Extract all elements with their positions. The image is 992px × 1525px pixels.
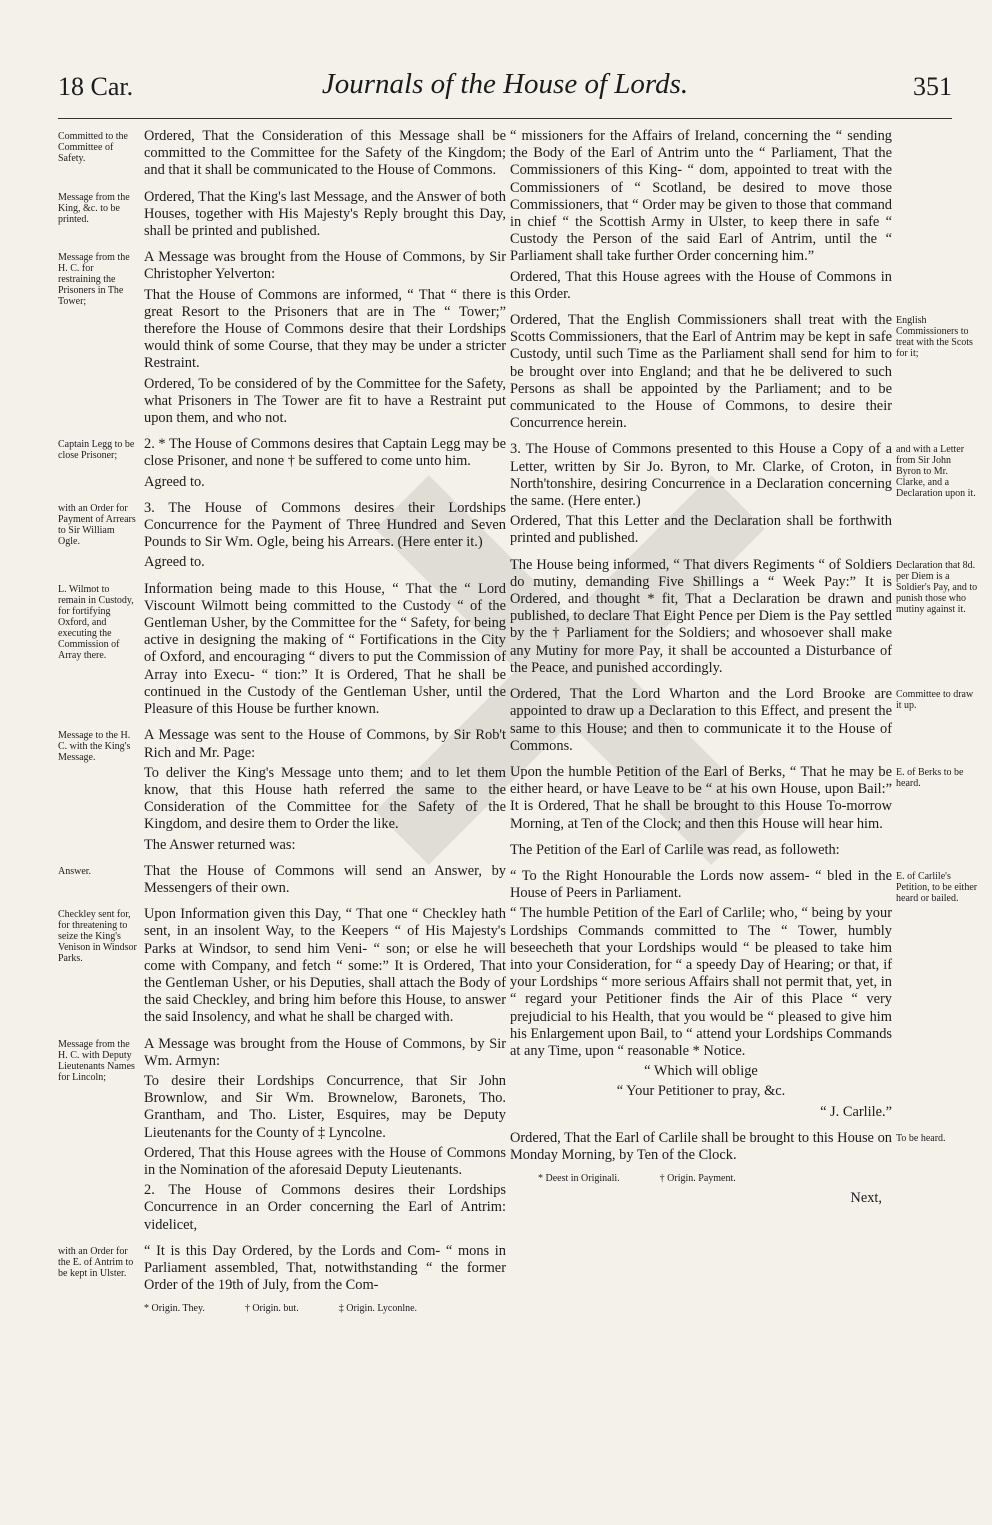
journal-entry [58, 189, 506, 241]
side-note: Captain Legg to be close Prisoner; [58, 439, 135, 462]
journal-entry [510, 1129, 946, 1164]
footnotes [144, 1303, 506, 1314]
entry-paragraph: “ J. Carlile.” [820, 1103, 892, 1120]
page-number: 351 [913, 72, 952, 101]
header-rule [58, 118, 952, 119]
journal-entry [510, 441, 976, 547]
entry-paragraph: To deliver the King's Message unto them; and to let them know, that this House hath referred the same to the Consideration of the Committee for the Safety of the Kingdom, and desire them to Order the like. [144, 764, 506, 833]
footnote: † Origin. but. [244, 1303, 299, 1315]
side-note: Checkley sent for, for threatening to seize the King's Venison in Windsor Parks. [58, 909, 137, 965]
journal-entry [510, 556, 978, 677]
journal-entry [58, 581, 506, 719]
side-note: Committee to draw it up. [896, 689, 974, 712]
entry-paragraph: Ordered, That the Earl of Carlile shall be brought to this House on Monday Morning, by Ten of the Clock. [510, 1129, 892, 1163]
entry-paragraph: Upon the humble Petition of the Earl of Berks, “ That he may be either heard, or have Leave to be “ at his own House, upon Bail:” It is Ordered, That he shall be brought to this House To-morrow Morning, at Ten of the Clock; and then this House will hear him. [510, 763, 892, 832]
right-column [510, 128, 978, 1207]
entry-paragraph: That the House of Commons will send an Answer, by Messengers of their own. [144, 862, 506, 896]
entry-paragraph: 3. The House of Commons presented to this House a Copy of a Letter, written by Sir Jo. Byron, to Mr. Clarke, of Croton, in North'tonshire, desiring Concurrence in a Declaration concerning the same. (Here enter.) [510, 441, 892, 510]
entry-paragraph: Ordered, That this Letter and the Declaration shall be forthwith printed and published. [510, 513, 892, 547]
entry-paragraph: Ordered, That the Lord Wharton and the Lord Brooke are appointed to draw up a Declaration to this Effect, and present the same to this House; and then to communicate it to the House of Commons. [510, 686, 892, 754]
entry-paragraph: The House being informed, “ That divers Regiments “ of Soldiers do mutiny, demanding Five Shillings a “ Week Pay:” It is Ordered, and thought * fit, That a Declaration be drawn and published, to declare That Eight Pence per Diem is the Pay settled by the † Parliament for the Soldiers; and whosoever shall make any Mutiny for more Pay, it shall be accounted a Disturbance of the Peace, and punished accordingly. [510, 556, 892, 676]
entry-paragraph: “ It is this Day Ordered, by the Lords and Com- “ mons in Parliament assembled, That, notwithstanding “ the former Order of the 19th of July, from the Com- [144, 1242, 506, 1294]
entry-paragraph: Ordered, That the English Commissioners shall treat with the Scotts Commissioners, that the Earl of Antrim may be kept in safe Custody, until such Time as the Parliament shall send for him to be brought over into England; and that he be delivered to such Persons as shall be appointed by the Parliament; and to be communicated to the House of Commons, to desire their Concurrence herein. [510, 312, 892, 432]
side-note: Message from the H. C. with Deputy Lieutenants Names for Lincoln; [58, 1038, 135, 1083]
footnote: * Deest in Originali. [538, 1173, 620, 1185]
footnotes [538, 1173, 892, 1184]
side-note: E. of Carlile's Petition, to be either heard or bailed. [896, 870, 978, 904]
journal-entry [510, 867, 978, 1121]
entry-paragraph: To desire their Lordships Concurrence, that Sir John Brownlow, and Sir Wm. Brownelow, Baronets, Tho. Grantham, and Tho. Lister, Esquires, may be Deputy Lieutenants for the County of ‡ Lyncolne. [144, 1072, 506, 1141]
side-note: To be heard. [896, 1132, 946, 1144]
entry-paragraph: Ordered, That the Consideration of this Message shall be committed to the Committee for the Safety of the Kingdom; and that it shall be communicated to the House of Commons. [144, 128, 506, 179]
entry-paragraph: Ordered, That the King's last Message, and the Answer of both Houses, together with His Majesty's Reply brought this Day, shall be printed and published. [144, 188, 506, 240]
entry-paragraph: Upon Information given this Day, “ That one “ Checkley hath sent, in an insolent Way, to the Keepers “ of His Majesty's Parks at Windsor, to send him Veni- “ son; or else he will come with Company, and fetch “ some:” It is Ordered, That the Gentleman Usher, or his Deputies, shall attach the Body of the said Checkley, and bring him before this House, to answer the said Insolency, and what he shall be charged with. [144, 906, 506, 1026]
entry-paragraph: Ordered, That this House agrees with the House of Commons in the Nomination of the aforesaid Deputy Lieutenants. [144, 1144, 506, 1178]
header-title: Journals of the House of Lords. [321, 68, 689, 100]
journal-entry [58, 249, 506, 427]
side-note: Message from the H. C. for restraining the Prisoners in The Tower; [58, 252, 130, 308]
left-column [58, 128, 506, 1314]
side-note: with an Order for the E. of Antrim to be kept in Ulster. [58, 1245, 134, 1279]
entry-paragraph: “ Which will oblige [644, 1063, 758, 1080]
entry-paragraph: “ To the Right Honourable the Lords now assem- “ bled in the House of Peers in Parliament. [510, 867, 892, 902]
entry-paragraph: 2. * The House of Commons desires that Captain Legg may be close Prisoner, and none † be suffered to come unto him. [144, 436, 506, 470]
journal-entry [510, 763, 964, 833]
entry-paragraph: Agreed to. [144, 473, 205, 490]
journal-entry [58, 128, 506, 180]
entry-paragraph: A Message was brought from the House of Commons, by Sir Christopher Yelverton: [144, 249, 506, 283]
entry-paragraph: “ missioners for the Affairs of Ireland, concerning the “ sending the Body of the Earl of Antrim unto the “ Parliament, That the Commissioners of this King- “ dom, appointed to treat with the Commissioners of “ Scotland, be desired to move those Commissioners, that “ Order may be given to those that command in chief “ the Scottish Army in Ulster, to keep there in safe “ Custody the Person of the said Earl of Antrim, until the “ Parliament shall take further Order concerning him.” [510, 128, 892, 265]
side-note: E. of Berks to be heard. [896, 766, 964, 789]
entry-paragraph: “ Your Petitioner to pray, &c. [616, 1083, 786, 1100]
journal-entry [58, 863, 506, 897]
side-note: Answer. [58, 865, 92, 877]
entry-paragraph: That the House of Commons are informed, “ That “ there is great Resort to the Prisoners that are in The “ Tower;” therefore the House of Commons desire that their Lordships would think of some Course, that they may be under a stricter Restraint. [144, 286, 506, 372]
entry-paragraph: 3. The House of Commons desires their Lordships Concurrence for the Payment of Three Hundred and Seven Pounds to Sir Wm. Ogle, being his Arrears. (Here enter it.) [144, 499, 506, 551]
journal-entry [58, 436, 506, 491]
header-regnal-year: 18 Car. [58, 72, 134, 101]
side-note: Message to the H. C. with the King's Message. [58, 730, 131, 764]
footnote: † Origin. Payment. [659, 1173, 736, 1185]
side-note: Committed to the Committee of Safety. [58, 131, 128, 164]
entry-paragraph: 2. The House of Commons desires their Lordships Concurrence in an Order concerning the Earl of Antrim: videlicet, [144, 1182, 506, 1233]
side-note: English Commissioners to treat with the Scots for it; [896, 315, 973, 360]
journal-entry [58, 500, 506, 572]
catchword: Next, [850, 1190, 882, 1207]
journal-entry [510, 842, 892, 859]
side-note: with an Order for Payment of Arrears to Sir William Ogle. [58, 502, 136, 547]
page-header [58, 68, 952, 112]
entry-paragraph: Ordered, To be considered of by the Committee for the Safety, what Prisoners in The Tower are fit to have a Restraint put upon them, and who not. [144, 375, 506, 427]
footnote: * Origin. They. [144, 1303, 205, 1315]
entry-paragraph: A Message was sent to the House of Commons, by Sir Rob't Rich and Mr. Page: [144, 727, 506, 761]
entry-paragraph: Ordered, That this House agrees with the House of Commons in this Order. [510, 268, 892, 302]
side-note: Message from the King, &c. to be printed. [58, 191, 130, 225]
side-note: L. Wilmot to remain in Custody, for fortifying Oxford, and executing the Commission of Array there. [58, 583, 134, 661]
journal-entry [510, 686, 974, 755]
entry-paragraph: A Message was brought from the House of Commons, by Sir Wm. Armyn: [144, 1035, 506, 1069]
side-note: Declaration that 8d. per Diem is a Soldier's Pay, and to punish those who mutiny against it. [896, 559, 978, 615]
entry-paragraph: The Answer returned was: [144, 836, 296, 853]
journal-entry [58, 1243, 506, 1295]
journal-entry [58, 906, 506, 1026]
entry-paragraph: Agreed to. [144, 554, 205, 571]
journal-entry [510, 128, 892, 303]
entry-paragraph: Information being made to this House, “ That the “ Lord Viscount Wilmott being committed to the Custody “ of the Gentleman Usher, by the Committee for the “ Safety, for being active in designing the making of “ Fortifications in the City of Oxford, and encouraging “ divers to put the Commission of Array into Execu- “ tion:” It is Ordered, That he shall be continued in the Custody of the Gentleman Usher, until the Pleasure of this House be further known. [144, 580, 506, 718]
footnote: ‡ Origin. Lyconlne. [338, 1303, 418, 1315]
journal-entry [510, 312, 973, 432]
side-note: and with a Letter from Sir John Byron to Mr. Clarke, and a Declaration upon it. [896, 444, 976, 500]
journal-entry [58, 1036, 506, 1234]
journal-entry [58, 727, 506, 853]
entry-paragraph: The Petition of the Earl of Carlile was read, as followeth: [510, 841, 840, 858]
entry-paragraph: “ The humble Petition of the Earl of Carlile; who, “ being by your Lordships Commands committed to The “ Tower, humbly beseecheth that your Lordships would “ be pleased to take him into your Consideration, for “ a speedy Day of Hearing; or that, if your Lordships “ more serious Affairs shall not permit that, yet, in “ regard your Petitioner finds the Air of this Place “ very prejudicial to his Health, that you would be “ pleased to give him his Enlargement upon Bail, to “ attend your Lordships Commands at any Time, upon “ reasonable * Notice. [510, 905, 892, 1059]
